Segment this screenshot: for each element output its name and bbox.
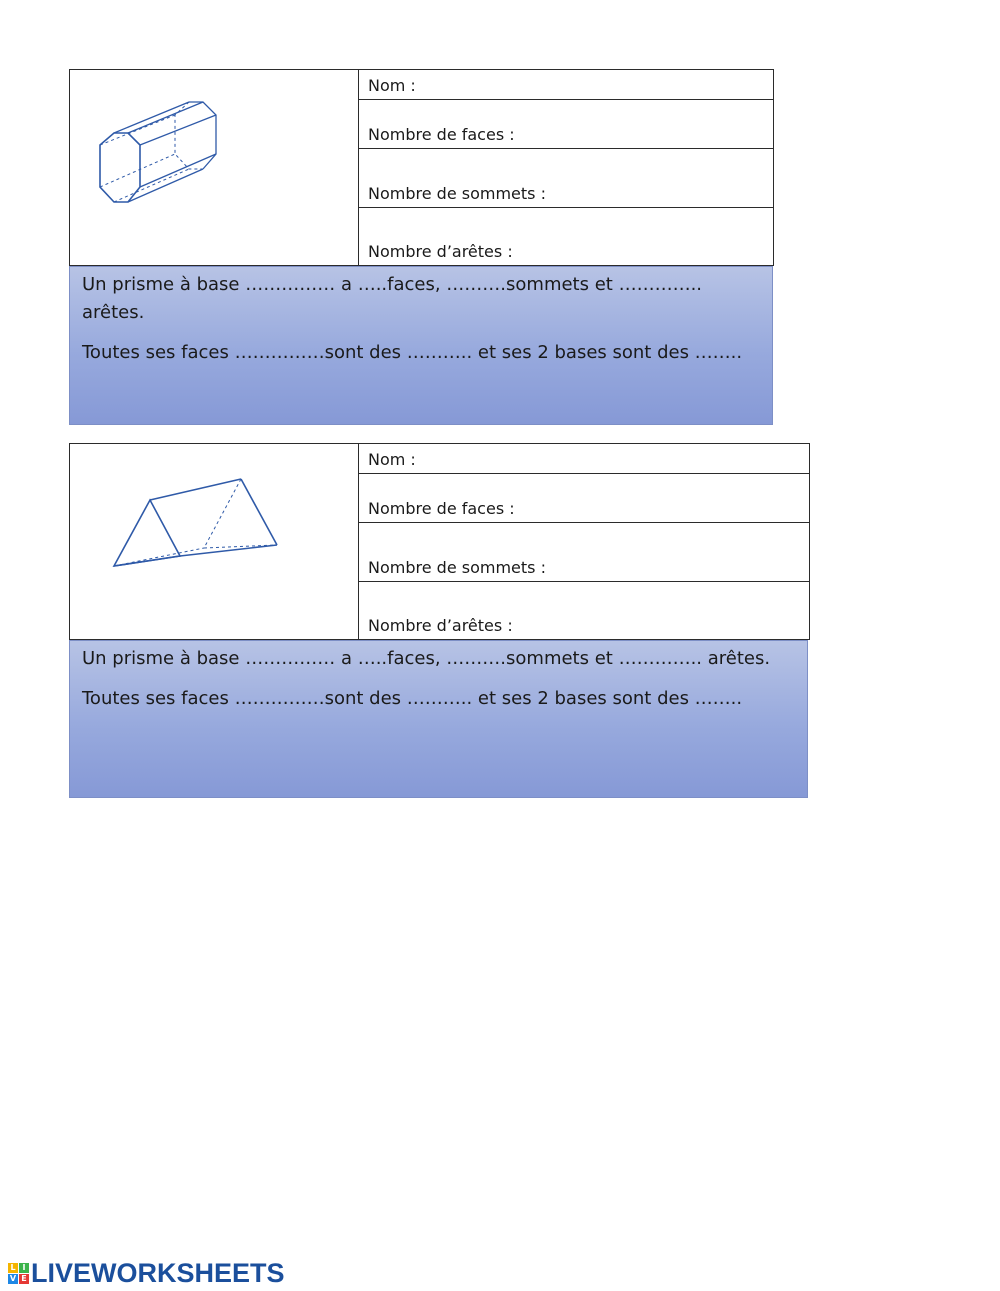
field-sommets[interactable] [359, 523, 809, 582]
field-faces[interactable] [359, 100, 773, 149]
prism-image-cell [70, 70, 359, 265]
liveworksheets-logo [8, 1258, 285, 1289]
prism-sentence-2: Toutes ses faces ……………sont des ……….. et ses 2 bases sont des …….. [82, 342, 743, 363]
prism-sentence-1: Un prisme à base …………… a …..faces, ……….sommets et ………….. arêtes. [82, 648, 771, 669]
field-faces-label: Nombre de faces : [368, 125, 515, 144]
field-aretes-label: Nombre d’arêtes : [368, 242, 513, 261]
field-aretes[interactable] [359, 582, 809, 639]
prism-sentence-1: Un prisme à base …………… a …..faces, ……….sommets et ………….. arêtes. [82, 274, 703, 323]
prism-answer-box-1 [69, 266, 773, 425]
field-aretes-label: Nombre d’arêtes : [368, 616, 513, 635]
logo-text: LIVEWORKSHEETS [31, 1258, 285, 1288]
field-nom[interactable] [359, 70, 773, 100]
prism-sentence-2: Toutes ses faces ……………sont des ……….. et ses 2 bases sont des …….. [82, 688, 743, 709]
prism-image-cell [70, 444, 359, 639]
field-nom-label: Nom : [368, 450, 416, 469]
field-nom[interactable] [359, 444, 809, 474]
field-aretes[interactable] [359, 208, 773, 265]
prism-card-1 [69, 69, 774, 266]
field-faces-label: Nombre de faces : [368, 499, 515, 518]
logo-blocks-icon: L I V E [8, 1263, 29, 1284]
triangular-prism-icon [70, 444, 359, 641]
field-sommets-label: Nombre de sommets : [368, 558, 546, 577]
field-sommets-label: Nombre de sommets : [368, 184, 546, 203]
field-nom-label: Nom : [368, 76, 416, 95]
field-faces[interactable] [359, 474, 809, 523]
prism-card-2 [69, 443, 810, 640]
field-sommets[interactable] [359, 149, 773, 208]
prism-fields [359, 444, 809, 639]
prism-fields [359, 70, 773, 265]
octagonal-prism-icon [70, 70, 359, 267]
prism-answer-box-2 [69, 640, 808, 798]
